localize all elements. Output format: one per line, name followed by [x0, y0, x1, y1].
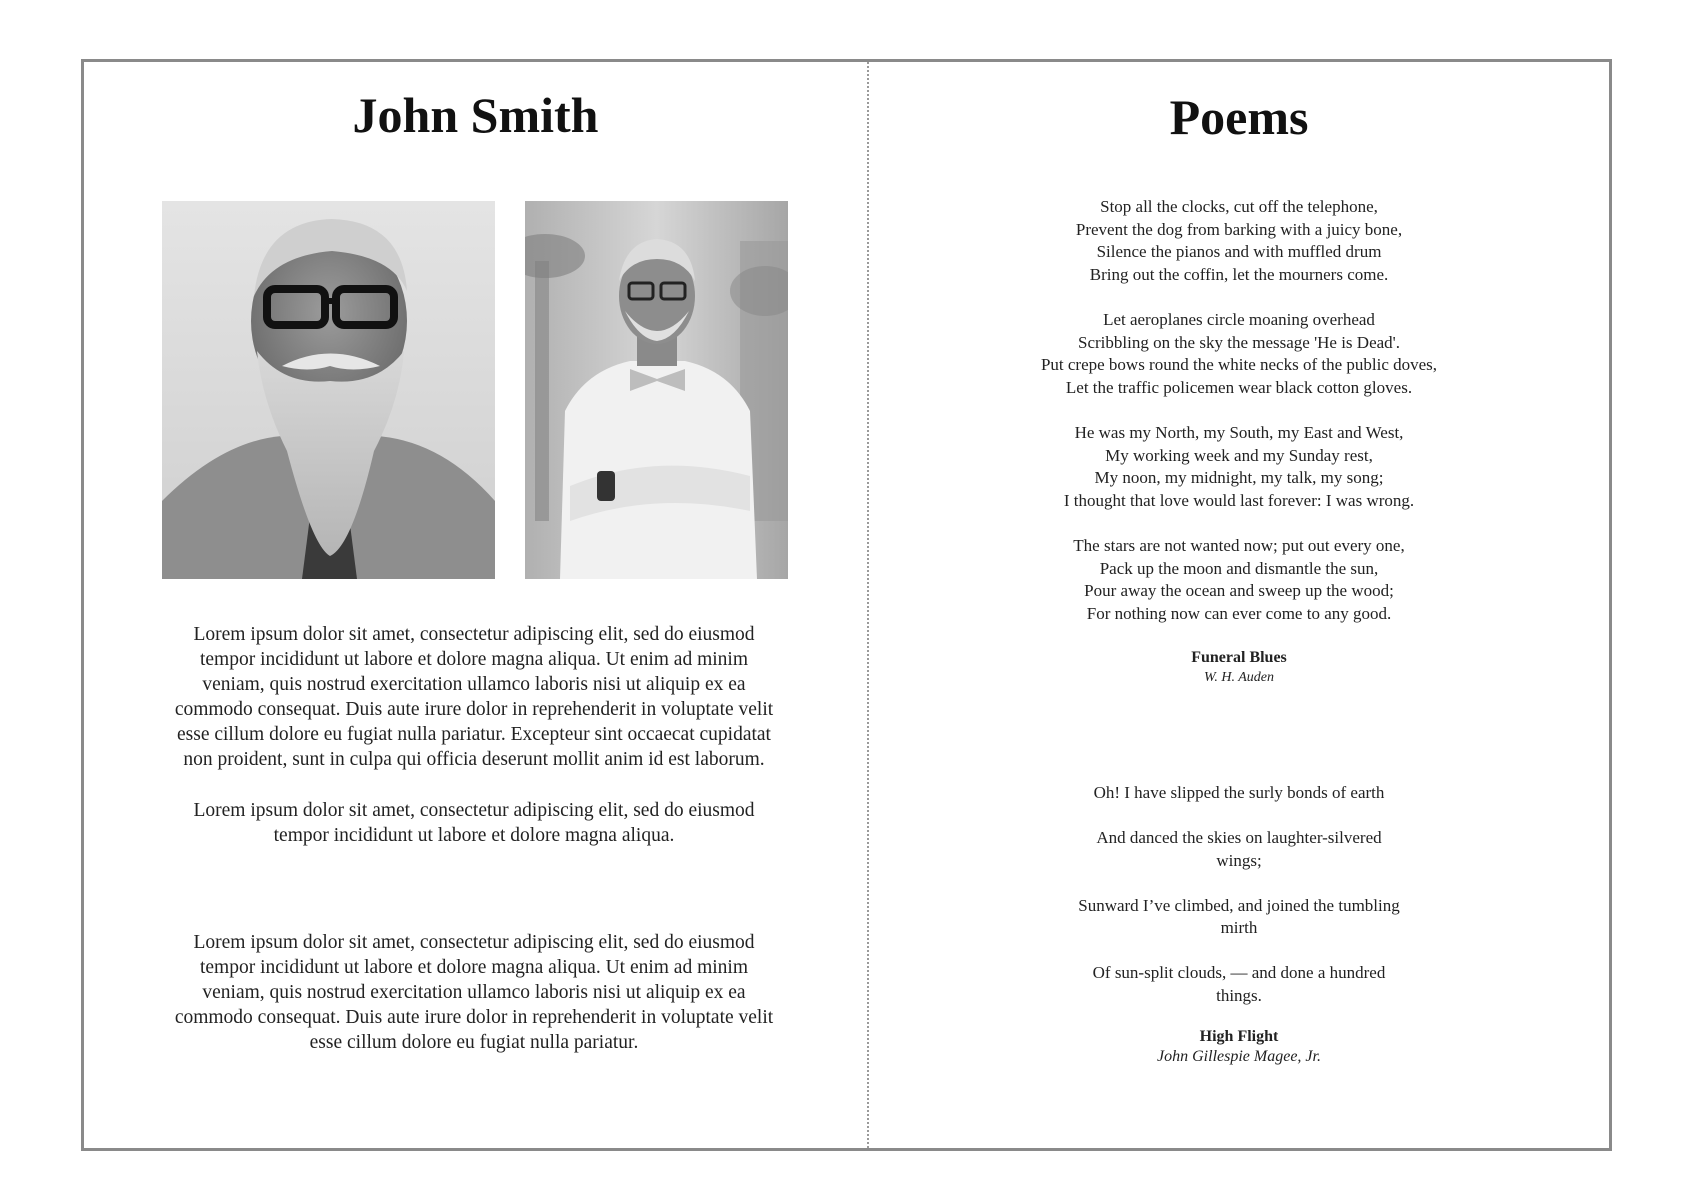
book-spread — [81, 59, 1612, 1151]
poem-line: Silence the pianos and with muffled drum — [1096, 242, 1382, 262]
bearded-man-photo-image — [162, 201, 495, 579]
poem-line: Put crepe bows round the white necks of the public doves, — [1040, 355, 1438, 375]
poem-stanza — [869, 196, 1609, 286]
poem-stanza — [869, 422, 1609, 512]
poem-attribution — [1049, 1027, 1429, 1067]
poem-line: The stars are not wanted now; put out every one, — [1073, 535, 1405, 555]
poem-title: Funeral Blues — [1191, 648, 1287, 666]
poem-stanza — [869, 309, 1609, 399]
portrait-photo-1 — [162, 201, 495, 579]
poem-line: And danced the skies on laughter-silvered — [1096, 828, 1382, 848]
poem-stanza — [1049, 827, 1429, 872]
poem-line: Pour away the ocean and sweep up the wood; — [1084, 581, 1394, 601]
poem-line: Prevent the dog from barking with a juicy bone, — [1075, 219, 1403, 239]
man-bowtie-photo-image — [525, 201, 788, 579]
poem-line: Of sun-split clouds, — and done a hundred — [1092, 963, 1386, 983]
bio-paragraph-3: Lorem ipsum dolor sit amet, consectetur adipiscing elit, sed do eiusmod tempor incididunt ut labore et dolore magna aliqua. Ut enim ad minim veniam, quis nostrud exercitation ullamco laboris nisi ut aliquip ex ea commodo consequat. Duis aute irure dolor in reprehenderit in voluptate velit esse cillum dolore eu fugiat nulla pariatur. — [174, 932, 774, 1053]
portrait-photo-2 — [525, 201, 788, 579]
poem-line: Bring out the coffin, let the mourners come. — [1089, 264, 1389, 284]
poems-heading: Poems — [1169, 89, 1309, 145]
poem-line: wings; — [1216, 850, 1262, 870]
bio-paragraph-1: Lorem ipsum dolor sit amet, consectetur adipiscing elit, sed do eiusmod tempor incididunt ut labore et dolore magna aliqua. Ut enim ad minim veniam, quis nostrud exercitation ullamco laboris nisi ut aliquip ex ea commodo consequat. Duis aute irure dolor in reprehenderit in voluptate velit esse cillum dolore eu fugiat nulla pariatur. Excepteur sint occaecat cupidatat non proident, sunt in culpa qui officia deserunt mollit anim id est laborum. — [174, 624, 774, 770]
poem-line: mirth — [1220, 918, 1258, 938]
poem-funeral-blues — [869, 196, 1609, 688]
poem-line: My working week and my Sunday rest, — [1105, 445, 1373, 465]
poem-line: Let aeroplanes circle moaning overhead — [1103, 309, 1375, 329]
poem-title: High Flight — [1199, 1028, 1279, 1046]
poem-attribution — [869, 648, 1609, 688]
poem-line: Oh! I have slipped the surly bonds of earth — [1093, 783, 1385, 802]
poem-stanza — [1049, 782, 1429, 805]
poem-line: I thought that love would last forever: I was wrong. — [1063, 490, 1415, 510]
poem-line: Sunward I’ve climbed, and joined the tumbling — [1078, 895, 1400, 915]
poem-stanza — [1049, 895, 1429, 940]
poem-line: Stop all the clocks, cut off the telephone, — [1100, 197, 1378, 216]
poem-line: For nothing now can ever come to any good. — [1086, 603, 1392, 623]
poem-line: Pack up the moon and dismantle the sun, — [1099, 558, 1379, 578]
poem-high-flight — [1049, 782, 1429, 1067]
left-page — [84, 62, 867, 1148]
poem-line: He was my North, my South, my East and West, — [1074, 422, 1404, 442]
poem-author: W. H. Auden — [1204, 669, 1274, 685]
poem-line: things. — [1216, 986, 1262, 1006]
poem-line: Scribbling on the sky the message 'He is Dead'. — [1078, 332, 1400, 352]
poem-line: My noon, my midnight, my talk, my song; — [1094, 468, 1384, 488]
poem-author: John Gillespie Magee, Jr. — [1157, 1048, 1321, 1066]
person-name-title: John Smith — [352, 87, 599, 143]
right-page — [869, 62, 1609, 1148]
poem-line: Let the traffic policemen wear black cotton gloves. — [1065, 377, 1413, 397]
poem-stanza — [1049, 962, 1429, 1007]
bio-paragraph-2: Lorem ipsum dolor sit amet, consectetur adipiscing elit, sed do eiusmod tempor incididunt ut labore et dolore magna aliqua. — [193, 800, 755, 846]
poem-stanza — [869, 535, 1609, 625]
